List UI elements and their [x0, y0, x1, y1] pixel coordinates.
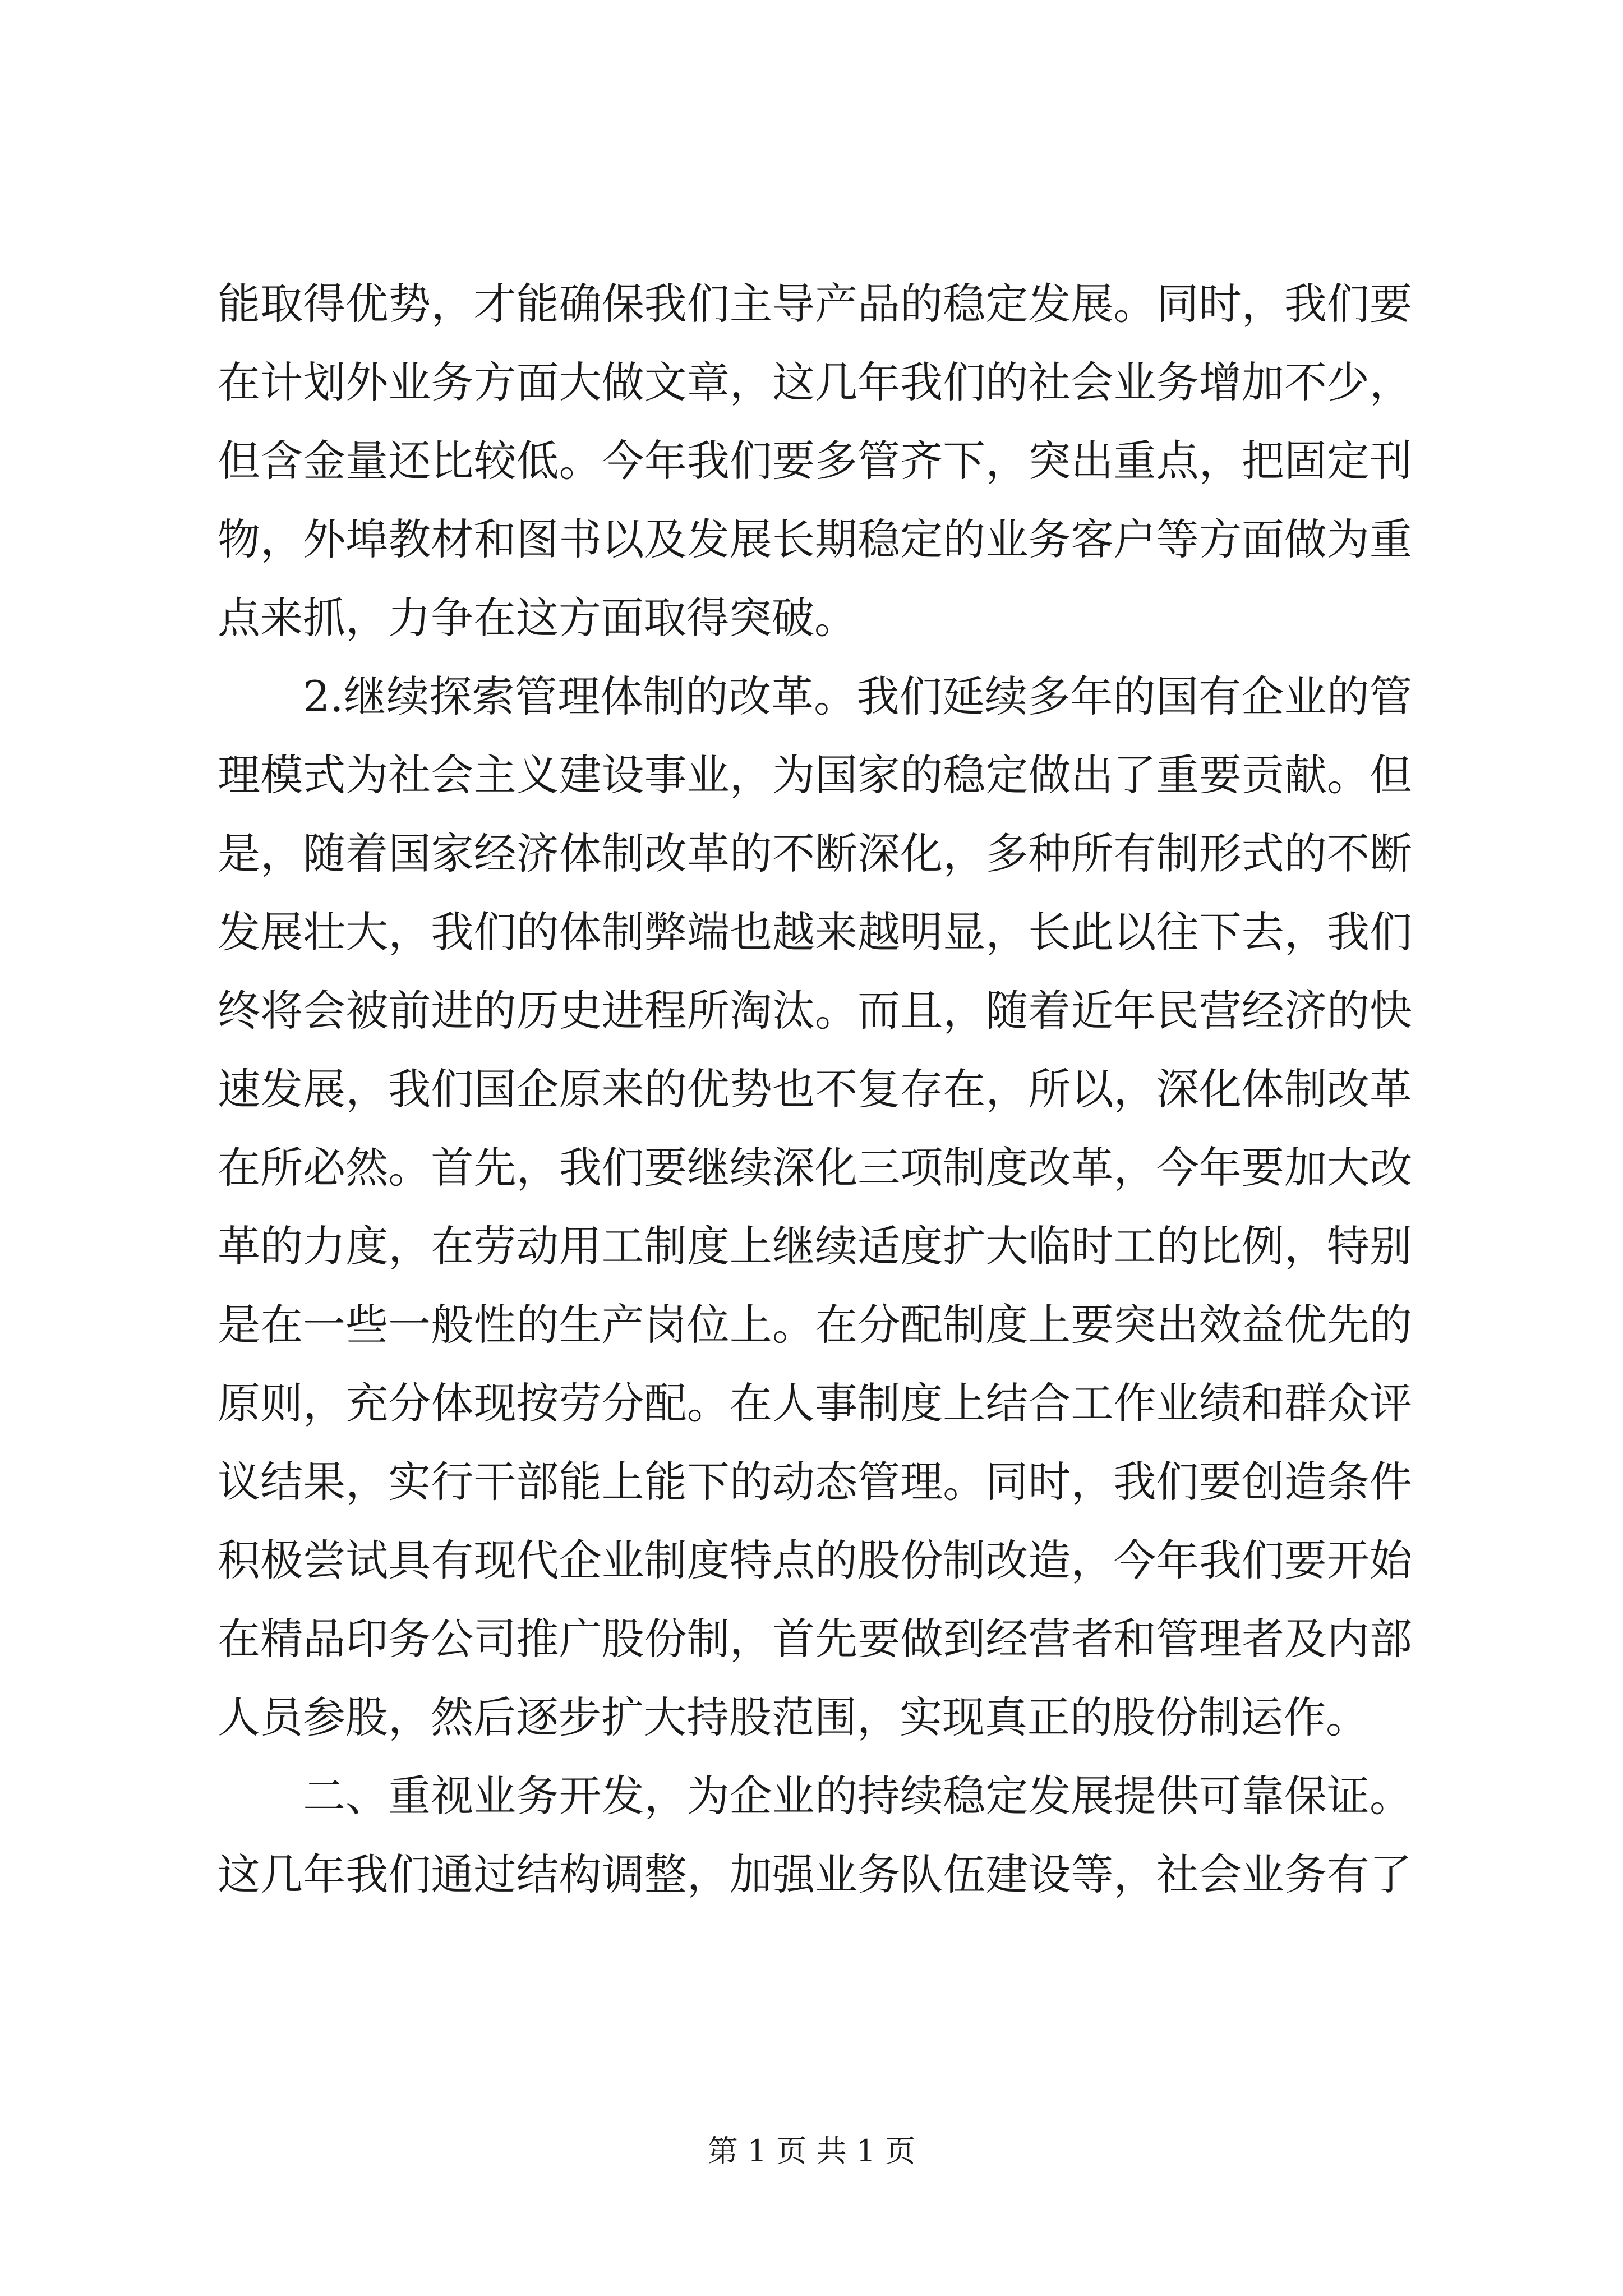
text-line: 人员参股，然后逐步扩大持股范围，实现真正的股份制运作。 [218, 1692, 1368, 1742]
text-line: 这几年我们通过结构调整，加强业务队伍建设等，社会业务有了 [218, 1849, 1412, 1899]
text-line: 二、重视业务开发，为企业的持续稳定发展提供可靠保证。 [303, 1771, 1412, 1821]
text-line: 在所必然。首先，我们要继续深化三项制度改革，今年要加大改 [218, 1143, 1412, 1193]
text-line: 发展壮大，我们的体制弊端也越来越明显，长此以往下去，我们 [218, 907, 1412, 957]
text-line: 在精品印务公司推广股份制，首先要做到经营者和管理者及内部 [218, 1614, 1412, 1664]
text-line: 原则，充分体现按劳分配。在人事制度上结合工作业绩和群众评 [218, 1378, 1412, 1428]
text-line: 点来抓，力争在这方面取得突破。 [218, 593, 857, 643]
text-line: 革的力度，在劳动用工制度上继续适度扩大临时工的比例，特别 [218, 1221, 1412, 1271]
text-line: 是在一些一般性的生产岗位上。在分配制度上要突出效益优先的 [218, 1300, 1412, 1350]
text-line: 是，随着国家经济体制改革的不断深化，多种所有制形式的不断 [218, 829, 1412, 878]
text-line: 物，外埠教材和图书以及发展长期稳定的业务客户等方面做为重 [218, 514, 1412, 564]
text-line: 2.继续探索管理体制的改革。我们延续多年的国有企业的管 [303, 671, 1412, 721]
text-line: 在计划外业务方面大做文章，这几年我们的社会业务增加不少， [218, 357, 1412, 407]
text-line: 但含金量还比较低。今年我们要多管齐下，突出重点，把固定刊 [218, 436, 1412, 486]
text-line: 积极尝试具有现代企业制度特点的股份制改造，今年我们要开始 [218, 1535, 1412, 1585]
text-line: 能取得优势，才能确保我们主导产品的稳定发展。同时，我们要 [218, 279, 1412, 329]
text-line: 速发展，我们国企原来的优势也不复存在，所以，深化体制改革 [218, 1064, 1412, 1114]
page-footer: 第 1 页 共 1 页 [707, 2133, 916, 2169]
text-line: 理模式为社会主义建设事业，为国家的稳定做出了重要贡献。但 [218, 750, 1412, 800]
text-line: 终将会被前进的历史进程所淘汰。而且，随着近年民营经济的快 [218, 986, 1412, 1036]
text-line: 议结果，实行干部能上能下的动态管理。同时，我们要创造条件 [218, 1457, 1412, 1507]
body-text [218, 265, 1412, 1914]
